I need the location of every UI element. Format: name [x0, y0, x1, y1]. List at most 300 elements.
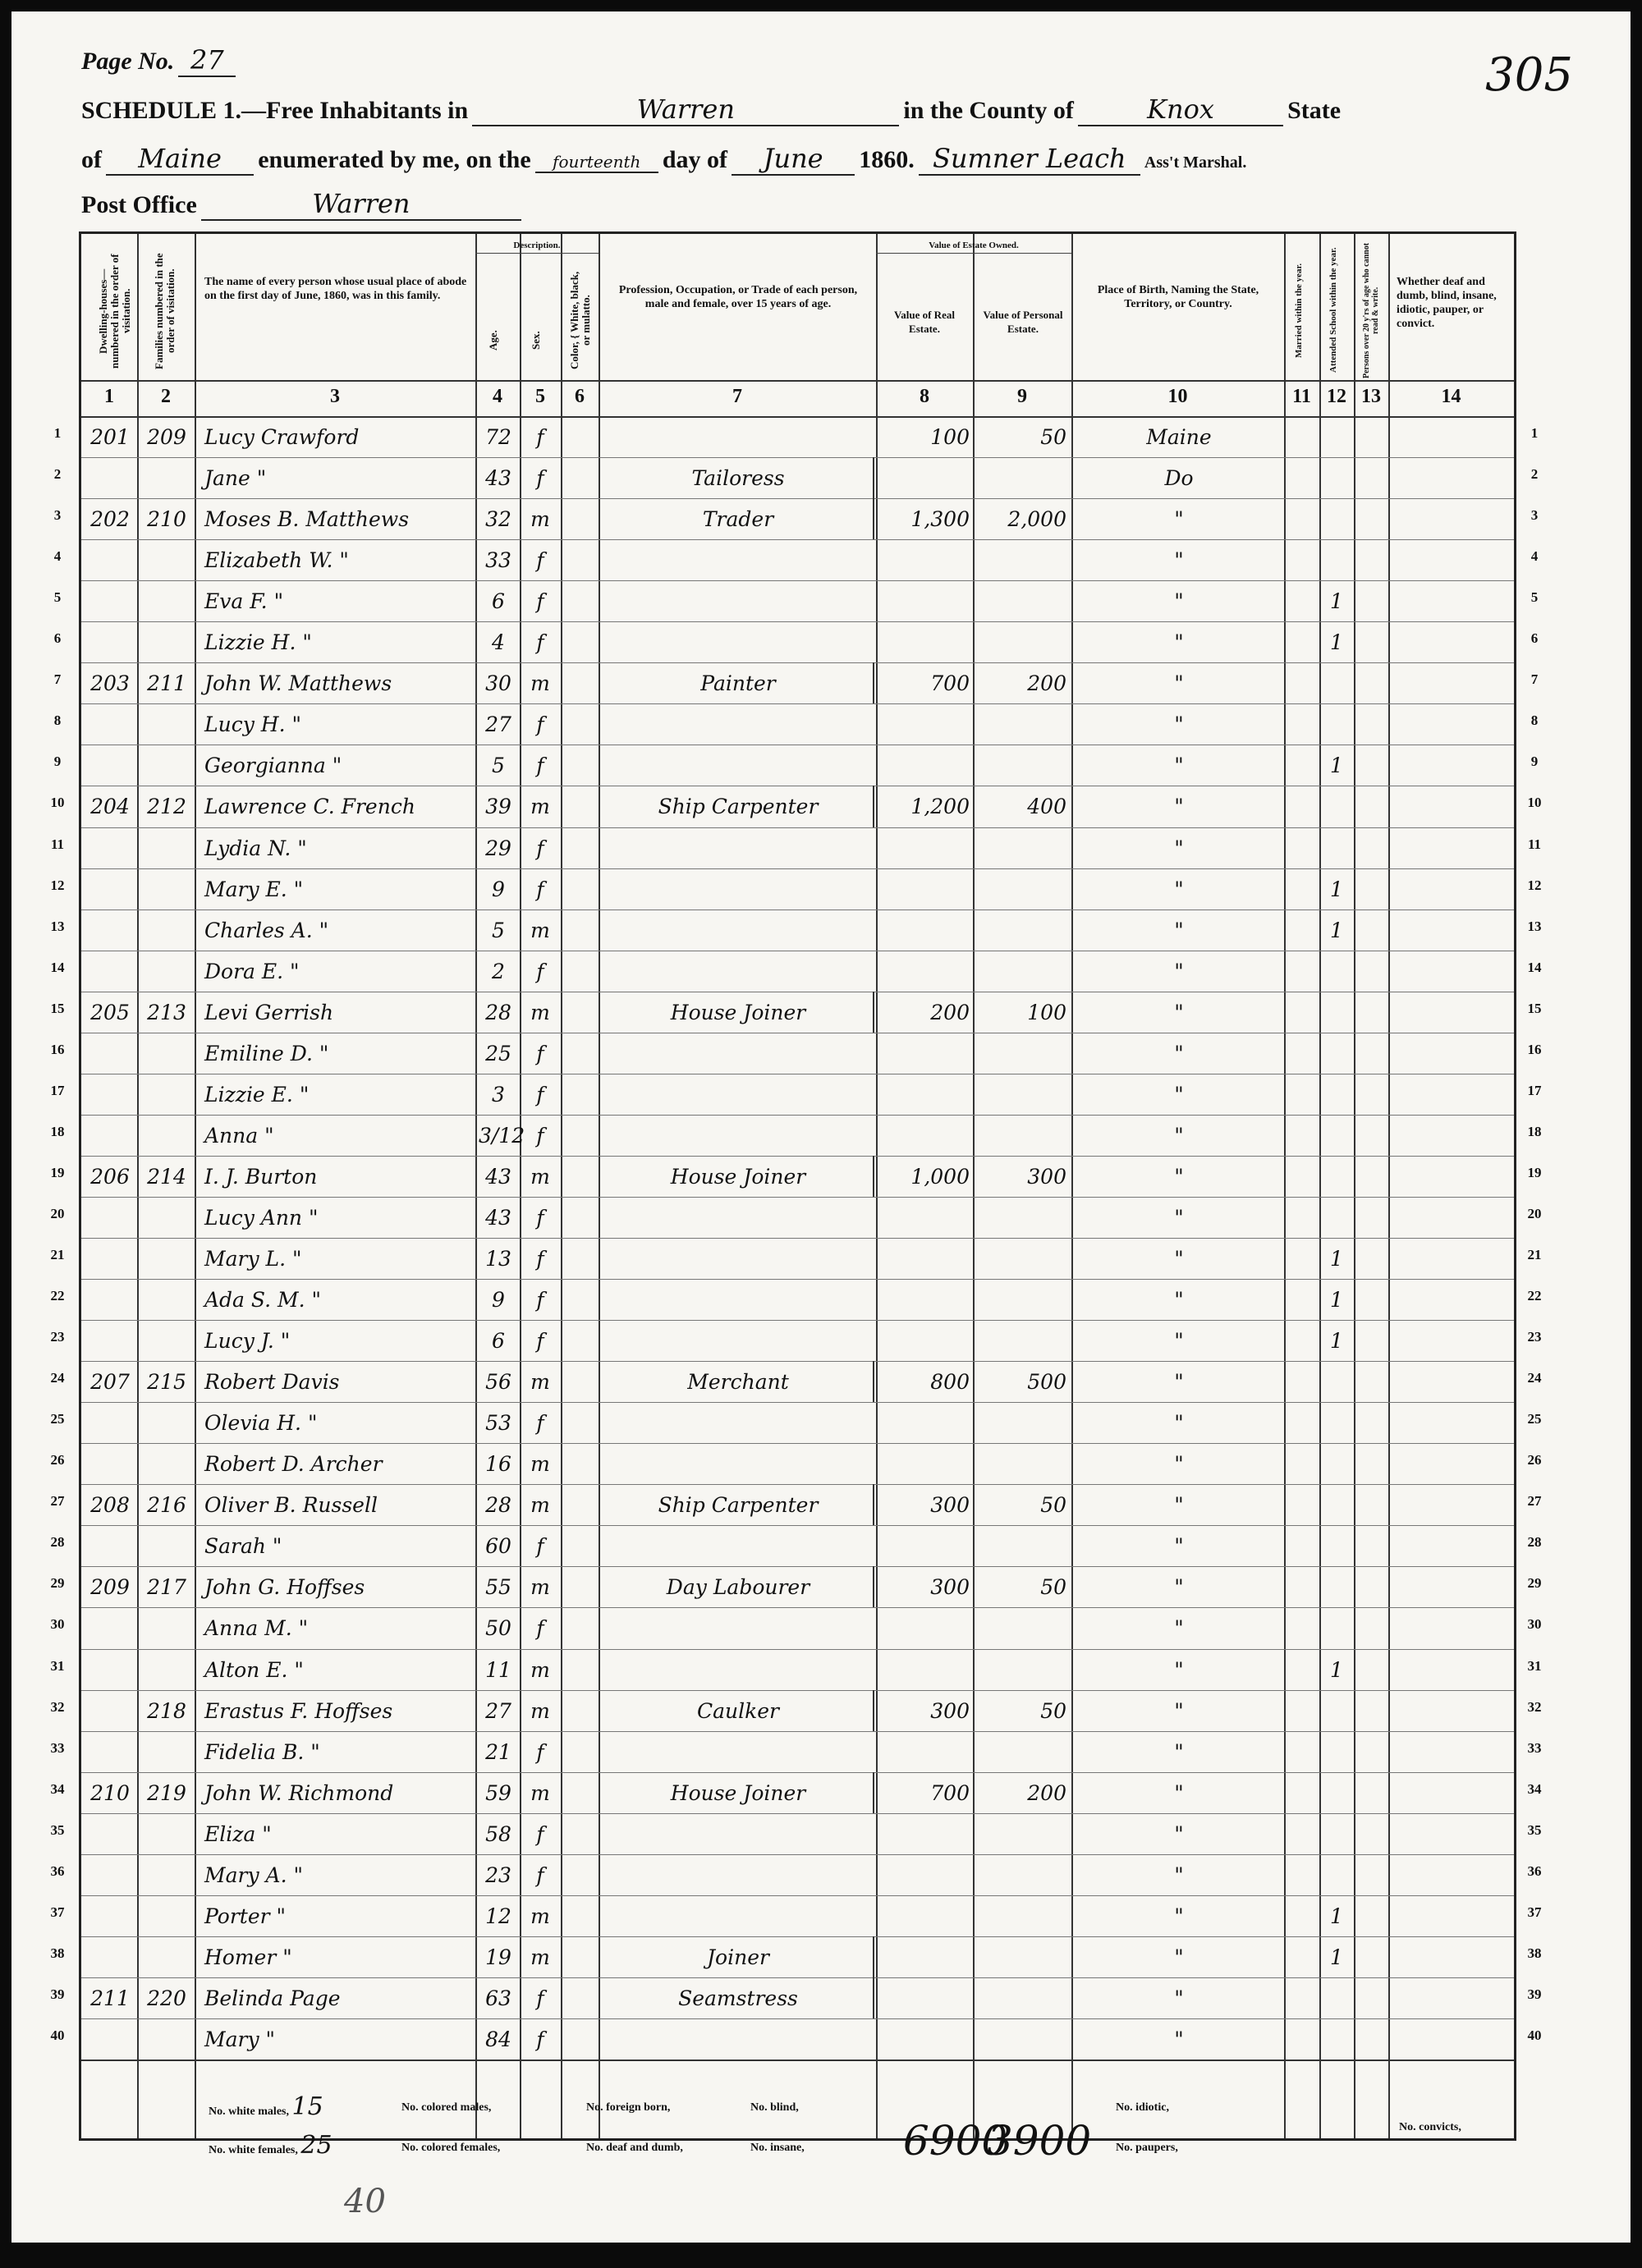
row-number-left: 7	[53, 671, 62, 688]
col14-header: Whether deaf and dumb, blind, insane, idiotic, pauper, or convict.	[1397, 276, 1497, 330]
column-number: 9	[1017, 386, 1027, 407]
cell-sex: f	[536, 1863, 544, 1887]
cell-age: 50	[485, 1616, 511, 1641]
col2-header: Families numbered in the order of visitation.	[153, 253, 177, 369]
cell-school	[1319, 1484, 1354, 1526]
cell-age: 13	[485, 1247, 511, 1271]
row-number-left: 2	[53, 466, 62, 483]
cell-occ: Merchant	[607, 1361, 874, 1403]
cell-real	[878, 1074, 970, 1116]
cell-fam: 213	[147, 1000, 186, 1024]
cell-school	[1319, 662, 1354, 704]
cell-fam: 218	[147, 1698, 186, 1723]
cell-fam	[140, 868, 193, 910]
cell-pers	[976, 621, 1066, 663]
cell-occ: Joiner	[607, 1936, 874, 1978]
of-label: of	[81, 146, 102, 173]
cell-pers	[976, 827, 1066, 869]
row-number-right: 20	[1527, 1205, 1542, 1221]
cell-school: 1	[1330, 877, 1343, 901]
cell-name: Levi Gerrish	[204, 1000, 334, 1024]
col5-header: Sex.	[530, 331, 542, 351]
cell-school	[1319, 1443, 1354, 1485]
cell-pers: 200	[1027, 671, 1066, 696]
row-number-right: 36	[1527, 1863, 1542, 1879]
row-number-right: 40	[1527, 2027, 1542, 2043]
cell-school	[1319, 1854, 1354, 1896]
row-number-left: 34	[50, 1780, 65, 1797]
cell-sex: m	[530, 1370, 550, 1395]
cell-dw	[85, 1731, 135, 1773]
cell-fam	[140, 580, 193, 622]
cell-fam	[140, 1813, 193, 1855]
cell-school	[1319, 786, 1354, 827]
cell-fam	[140, 1197, 193, 1239]
cell-real	[878, 1731, 970, 1773]
cell-name: Emiline D. "	[204, 1041, 329, 1065]
cell-school	[1319, 1690, 1354, 1732]
cell-age: 27	[485, 1698, 511, 1723]
cell-sex: f	[536, 754, 544, 778]
row-number-left: 6	[53, 630, 62, 647]
row-number-right: 12	[1527, 877, 1542, 893]
cell-real: 700	[930, 671, 970, 696]
white-males-label: No. white males, 15	[209, 2092, 323, 2121]
cell-birth: "	[1174, 548, 1184, 573]
row-number-right: 25	[1527, 1411, 1542, 1427]
cell-fam	[140, 2018, 193, 2060]
description-header: Description.	[475, 239, 599, 254]
cell-pers: 500	[1027, 1370, 1066, 1395]
cell-occ	[607, 1854, 869, 1896]
cell-dw	[85, 1813, 135, 1855]
cell-fam: 216	[147, 1493, 186, 1518]
cell-birth: "	[1174, 1616, 1184, 1641]
column-number: 5	[535, 386, 545, 407]
cell-name: Sarah "	[204, 1534, 282, 1559]
estate-header: Value of Estate Owned.	[876, 239, 1071, 254]
cell-real: 300	[930, 1493, 970, 1518]
cell-real	[878, 909, 970, 951]
enumeration-line	[81, 143, 1246, 176]
cell-occ: Day Labourer	[607, 1566, 874, 1608]
state-field: Maine	[106, 143, 254, 176]
row-number-right: 24	[1527, 1370, 1542, 1386]
cell-fam	[140, 1033, 193, 1074]
cell-age: 6	[492, 589, 505, 614]
cell-school	[1319, 992, 1354, 1033]
cell-age: 4	[492, 630, 505, 655]
row-number-right: 4	[1530, 548, 1539, 565]
cell-birth: "	[1174, 630, 1184, 655]
row-number-left: 28	[50, 1534, 65, 1551]
cell-fam: 209	[147, 425, 186, 449]
cell-school	[1319, 951, 1354, 992]
row-number-right: 23	[1527, 1329, 1542, 1345]
cell-real	[878, 1936, 970, 1978]
cell-real	[878, 1895, 970, 1937]
cell-name: Robert D. Archer	[204, 1452, 383, 1477]
cell-occ	[607, 539, 869, 581]
row-number-left: 40	[50, 2027, 65, 2043]
row-number-right: 2	[1530, 466, 1539, 483]
row-number-left: 39	[50, 1986, 65, 2002]
cell-fam	[140, 1649, 193, 1691]
cell-occ	[607, 827, 869, 869]
row-number-right: 14	[1527, 959, 1542, 975]
cell-sex: m	[530, 671, 550, 696]
cell-school	[1319, 1731, 1354, 1773]
row-number-left: 38	[50, 1945, 65, 1961]
cell-birth: "	[1174, 1698, 1184, 1723]
col-divider	[1354, 234, 1355, 2138]
cell-pers	[976, 1443, 1066, 1485]
cell-school	[1319, 1361, 1354, 1403]
row-number-right: 16	[1527, 1041, 1542, 1057]
cell-name: Lucy Crawford	[204, 425, 360, 449]
cell-dw: 209	[90, 1575, 130, 1600]
cell-age: 11	[485, 1657, 511, 1682]
cell-birth: "	[1174, 1986, 1184, 2010]
cell-name: Fidelia B. "	[204, 1739, 320, 1764]
row-number-left: 30	[50, 1616, 65, 1633]
cell-sex: f	[536, 425, 544, 449]
cell-birth: "	[1174, 1452, 1184, 1477]
colored-males-label: No. colored males,	[401, 2101, 492, 2114]
cell-age: 5	[492, 754, 505, 778]
cell-school: 1	[1330, 754, 1343, 778]
cell-school	[1319, 457, 1354, 499]
row-number-right: 35	[1527, 1821, 1542, 1838]
cell-pers: 400	[1027, 795, 1066, 819]
cell-sex: f	[536, 1082, 544, 1107]
cell-occ	[607, 1895, 869, 1937]
cell-age: 63	[485, 1986, 511, 2010]
cell-age: 84	[485, 2027, 511, 2051]
cell-fam	[140, 1895, 193, 1937]
cell-pers	[976, 1320, 1066, 1362]
cell-pers	[976, 1895, 1066, 1937]
cell-dw	[85, 827, 135, 869]
cell-age: 21	[485, 1739, 511, 1764]
row-number-right: 15	[1527, 1000, 1542, 1016]
cell-age: 55	[485, 1575, 511, 1600]
cell-real	[878, 621, 970, 663]
cell-sex: m	[530, 507, 550, 532]
row-number-right: 32	[1527, 1698, 1542, 1715]
cell-sex: f	[536, 630, 544, 655]
county-field: Knox	[1078, 94, 1283, 126]
cell-name: Erastus F. Hoffses	[204, 1698, 393, 1723]
row-number-right: 38	[1527, 1945, 1542, 1961]
cell-name: John W. Richmond	[204, 1780, 394, 1805]
cell-sex: f	[536, 1986, 544, 2010]
col8-header: Value of Real Estate.	[894, 309, 955, 335]
cell-age: 29	[485, 836, 511, 860]
cell-birth: "	[1174, 754, 1184, 778]
cell-sex: f	[536, 466, 544, 491]
cell-age: 53	[485, 1411, 511, 1436]
row-number-left: 31	[50, 1657, 65, 1674]
cell-pers	[976, 457, 1066, 499]
column-number: 2	[161, 386, 171, 407]
white-females-value: 25	[300, 2131, 333, 2160]
cell-birth: "	[1174, 1821, 1184, 1846]
row-number-right: 8	[1530, 712, 1539, 729]
col10-header: Place of Birth, Naming the State, Territory, or Country.	[1097, 284, 1259, 310]
cell-age: 23	[485, 1863, 511, 1887]
cell-fam	[140, 909, 193, 951]
cell-real: 1,200	[910, 795, 970, 819]
row-number-left: 18	[50, 1123, 65, 1139]
cell-dw	[85, 1936, 135, 1978]
cell-age: 12	[485, 1904, 511, 1928]
row-number-left: 10	[50, 795, 65, 811]
cell-fam	[140, 703, 193, 745]
page-label: Page No.	[81, 48, 175, 75]
cell-name: Lizzie H. "	[204, 630, 312, 655]
cell-occ	[607, 1402, 869, 1444]
row-number-left: 12	[50, 877, 65, 893]
cell-fam: 220	[147, 1986, 186, 2010]
cell-real	[878, 1525, 970, 1567]
cell-age: 9	[492, 877, 505, 901]
cell-pers	[976, 1402, 1066, 1444]
cell-sex: f	[536, 1616, 544, 1641]
cell-age: 39	[485, 795, 511, 819]
cell-school	[1319, 1115, 1354, 1157]
cell-school: 1	[1330, 630, 1343, 655]
cell-school: 1	[1330, 1657, 1343, 1682]
cell-dw: 205	[90, 1000, 130, 1024]
cell-fam	[140, 457, 193, 499]
cell-fam	[140, 539, 193, 581]
cell-birth: Maine	[1146, 425, 1212, 449]
cell-fam	[140, 1320, 193, 1362]
cell-real: 1,300	[910, 507, 970, 532]
cell-name: Mary E. "	[204, 877, 304, 901]
row-number-left: 15	[50, 1000, 65, 1016]
cell-real	[878, 951, 970, 992]
paupers-label: No. paupers,	[1116, 2142, 1178, 2154]
cell-occ: House Joiner	[607, 1772, 874, 1814]
marshal-label: Ass't Marshal.	[1144, 153, 1247, 172]
idiotic-label: No. idiotic,	[1116, 2101, 1169, 2114]
row-number-left: 16	[50, 1041, 65, 1057]
cell-age: 3/12	[479, 1123, 525, 1148]
cell-pers: 200	[1027, 1780, 1066, 1805]
cell-dw	[85, 1197, 135, 1239]
cell-name: Alton E. "	[204, 1657, 304, 1682]
cell-sex: m	[530, 1000, 550, 1024]
cell-school	[1319, 1156, 1354, 1198]
cell-dw: 201	[90, 425, 130, 449]
cell-sex: m	[530, 1164, 550, 1189]
cell-age: 6	[492, 1329, 505, 1354]
cell-name: Anna "	[204, 1123, 274, 1148]
cell-dw	[85, 621, 135, 663]
cell-birth: "	[1174, 1904, 1184, 1928]
cell-birth: "	[1174, 507, 1184, 532]
cell-name: Moses B. Matthews	[204, 507, 410, 532]
tally-below: 40	[344, 2183, 386, 2220]
cell-sex: f	[536, 959, 544, 983]
cell-occ: Trader	[607, 498, 874, 540]
cell-school: 1	[1330, 1288, 1343, 1313]
cell-pers: 50	[1040, 425, 1066, 449]
cell-sex: m	[530, 1698, 550, 1723]
cell-real: 800	[930, 1370, 970, 1395]
cell-occ	[607, 1279, 869, 1321]
cell-school	[1319, 703, 1354, 745]
cell-occ: Ship Carpenter	[607, 786, 874, 827]
cell-sex: m	[530, 1780, 550, 1805]
personal-estate-total: 3900	[987, 2117, 1092, 2165]
cell-pers	[976, 1649, 1066, 1691]
header-divider	[81, 380, 1514, 382]
cell-dw	[85, 1320, 135, 1362]
cell-real	[878, 457, 970, 499]
insane-label: No. insane,	[750, 2142, 805, 2154]
cell-dw: 210	[90, 1780, 130, 1805]
cell-occ	[607, 745, 869, 786]
row-number-right: 27	[1527, 1493, 1542, 1510]
cell-real: 100	[930, 425, 970, 449]
cell-birth: "	[1174, 1164, 1184, 1189]
cell-dw	[85, 457, 135, 499]
cell-birth: "	[1174, 1123, 1184, 1148]
white-females-label: No. white females, 25	[209, 2131, 333, 2160]
cell-sex: f	[536, 1411, 544, 1436]
col4-header: Age.	[487, 330, 499, 351]
cell-real: 300	[930, 1698, 970, 1723]
column-number: 13	[1361, 386, 1381, 407]
cell-dw	[85, 539, 135, 581]
cell-pers	[976, 909, 1066, 951]
cell-age: 5	[492, 918, 505, 942]
cell-dw	[85, 745, 135, 786]
blind-label: No. blind,	[750, 2101, 799, 2114]
column-number: 14	[1441, 386, 1461, 407]
cell-occ	[607, 416, 869, 458]
row-number-right: 18	[1527, 1123, 1542, 1139]
cell-birth: "	[1174, 1575, 1184, 1600]
census-page	[11, 11, 1631, 2243]
cell-dw	[85, 1402, 135, 1444]
cell-sex: f	[536, 1041, 544, 1065]
cell-fam	[140, 1443, 193, 1485]
row-number-right: 21	[1527, 1247, 1542, 1262]
col9-header: Value of Personal Estate.	[983, 309, 1063, 335]
row-number-right: 13	[1527, 918, 1542, 934]
cell-birth: "	[1174, 1945, 1184, 1969]
cell-school: 1	[1330, 1945, 1343, 1969]
cell-occ: Painter	[607, 662, 874, 704]
cell-occ	[607, 1033, 869, 1074]
cell-occ	[607, 1607, 869, 1649]
cell-name: Elizabeth W. "	[204, 548, 349, 573]
cell-dw	[85, 1525, 135, 1567]
cell-school: 1	[1330, 1904, 1343, 1928]
cell-birth: "	[1174, 959, 1184, 983]
cell-real	[878, 1854, 970, 1896]
cell-fam	[140, 951, 193, 992]
col13-header: Persons over 20 y'rs of age who cannot read & write.	[1362, 242, 1380, 378]
row-number-right: 1	[1530, 425, 1539, 441]
cell-birth: "	[1174, 1041, 1184, 1065]
cell-name: Oliver B. Russell	[204, 1493, 378, 1518]
cell-pers	[976, 1074, 1066, 1116]
cell-dw: 211	[90, 1986, 130, 2010]
col-divider	[973, 234, 975, 2138]
marshal-field: Sumner Leach	[919, 143, 1140, 176]
schedule-line	[81, 94, 1341, 126]
row-number-left: 29	[50, 1575, 65, 1592]
col-divider	[561, 234, 562, 2138]
cell-school	[1319, 1813, 1354, 1855]
cell-dw	[85, 868, 135, 910]
convicts-label: No. convicts,	[1399, 2121, 1461, 2133]
row-number-right: 10	[1527, 795, 1542, 811]
cell-birth: "	[1174, 1288, 1184, 1313]
cell-name: Mary A. "	[204, 1863, 303, 1887]
cell-school	[1319, 1402, 1354, 1444]
cell-dw	[85, 1238, 135, 1280]
col6-header: Color, { White, black, or mulatto.	[568, 271, 592, 369]
col7-header: Profession, Occupation, or Trade of each person, male and female, over 15 years of age.	[618, 284, 858, 310]
cell-school	[1319, 1033, 1354, 1074]
cell-sex: f	[536, 1288, 544, 1313]
cell-name: Jane "	[204, 466, 267, 491]
cell-dw	[85, 1115, 135, 1157]
cell-birth: "	[1174, 1863, 1184, 1887]
cell-name: Lawrence C. French	[204, 795, 415, 819]
row-number-right: 39	[1527, 1986, 1542, 2002]
enumerated-label: enumerated by me, on the	[258, 146, 531, 173]
cell-fam	[140, 1115, 193, 1157]
cell-dw: 203	[90, 671, 130, 696]
cell-pers	[976, 539, 1066, 581]
cell-birth: "	[1174, 2027, 1184, 2051]
cell-occ	[607, 621, 869, 663]
cell-occ: Caulker	[607, 1690, 874, 1732]
cell-dw: 204	[90, 795, 130, 819]
cell-real: 700	[930, 1780, 970, 1805]
column-number: 11	[1292, 386, 1311, 407]
cell-occ	[607, 1074, 869, 1116]
cell-name: Charles A. "	[204, 918, 329, 942]
cell-pers: 50	[1040, 1698, 1066, 1723]
cell-age: 43	[485, 1164, 511, 1189]
cell-pers	[976, 1279, 1066, 1321]
row-number-left: 11	[50, 836, 65, 852]
cell-age: 28	[485, 1493, 511, 1518]
cell-age: 56	[485, 1370, 511, 1395]
row-number-left: 17	[50, 1082, 65, 1098]
cell-birth: "	[1174, 1780, 1184, 1805]
col12-header: Attended School within the year.	[1328, 247, 1338, 373]
cell-fam	[140, 1854, 193, 1896]
cell-age: 19	[485, 1945, 511, 1969]
row-number-right: 31	[1527, 1657, 1542, 1674]
cell-pers	[976, 1854, 1066, 1896]
cell-occ: House Joiner	[607, 992, 874, 1033]
cell-occ: Seamstress	[607, 1977, 874, 2019]
cell-sex: f	[536, 836, 544, 860]
cell-age: 43	[485, 1205, 511, 1230]
cell-age: 16	[485, 1452, 511, 1477]
cell-age: 9	[492, 1288, 505, 1313]
